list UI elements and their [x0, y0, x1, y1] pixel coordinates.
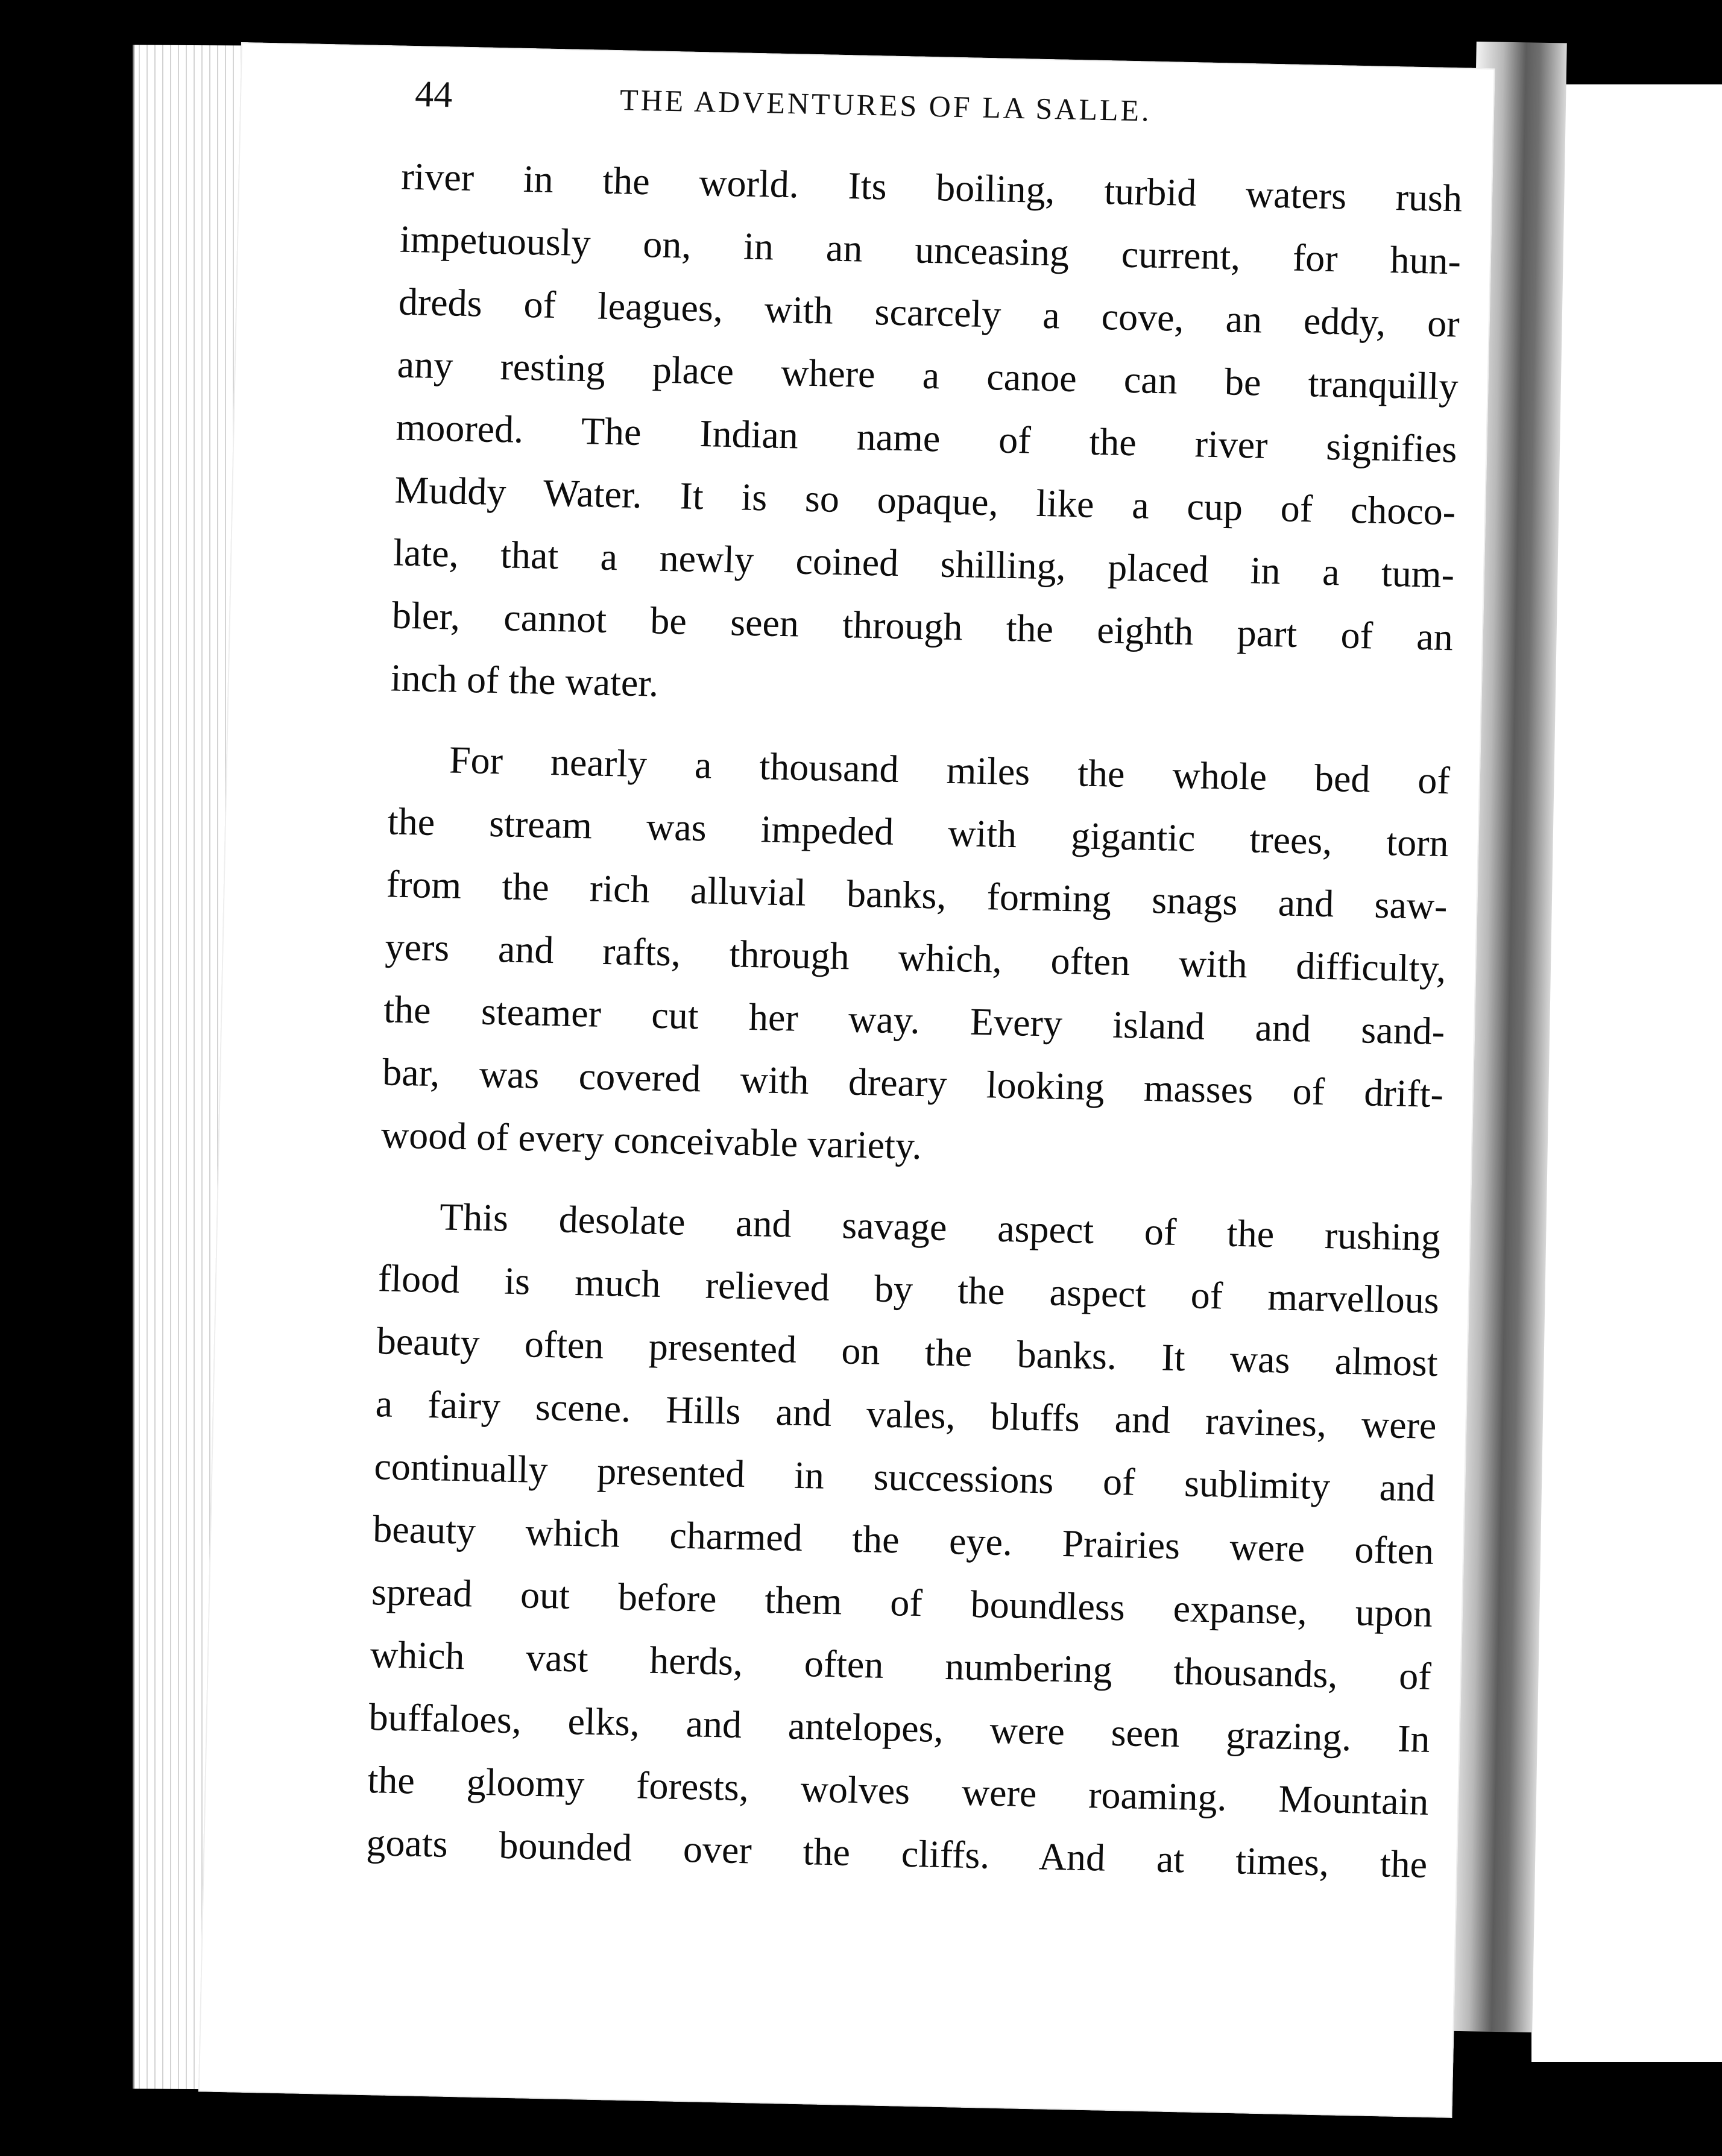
text-line: beauty which charmed the eye. Prairies were often	[372, 1507, 1434, 1572]
paragraph	[365, 1184, 1441, 1896]
paragraph	[380, 727, 1451, 1188]
text-line: goats bounded over the cliffs. And at times, the	[365, 1821, 1428, 1886]
text-line: bler, cannot be seen through the eighth part of an	[391, 593, 1454, 659]
text-line: from the rich alluvial banks, forming snags and saw-	[386, 862, 1448, 928]
text-line: This desolate and savage aspect of the rushing	[439, 1195, 1441, 1259]
text-line: flood is much relieved by the aspect of marvellous	[377, 1256, 1440, 1322]
running-title: THE ADVENTURES OF LA SALLE.	[619, 83, 1152, 128]
text-line: Muddy Water. It is so opaque, like a cup of choco-	[394, 468, 1456, 534]
page-number: 44	[414, 74, 453, 116]
text-line: buffaloes, elks, and antelopes, were seen grazing. In	[368, 1695, 1431, 1760]
text-line: dreds of leagues, with scarcely a cove, an eddy, or	[398, 280, 1460, 345]
text-line: which vast herds, often numbering thousands, of	[370, 1633, 1432, 1698]
text-line: wood of every conceivable variety.	[380, 1113, 922, 1168]
text-line: the steamer cut her way. Every island and sand-	[383, 988, 1445, 1053]
text-line: impetuously on, in an unceasing current, for hun-	[399, 217, 1462, 283]
body-text	[365, 145, 1463, 1896]
text-line: river in the world. Its boiling, turbid waters rush	[400, 154, 1463, 220]
left-page	[198, 42, 1495, 2118]
paragraph	[390, 145, 1463, 732]
text-line: bar, was covered with dreary looking masses of drift-	[382, 1050, 1444, 1116]
text-line: For nearly a thousand miles the whole bed of	[449, 738, 1451, 802]
text-line: late, that a newly coined shilling, placed in a tum-	[393, 531, 1455, 596]
text-line: continually presented in successions of sublimity and	[373, 1445, 1436, 1510]
text-line: moored. The Indian name of the river signifies	[395, 405, 1458, 471]
text-line: any resting place where a canoe can be tranquilly	[397, 342, 1459, 408]
page-header	[414, 73, 1471, 150]
text-line: spread out before them of boundless expanse, upon	[371, 1570, 1433, 1635]
text-line: the gloomy forests, wolves were roaming. Mountain	[367, 1758, 1430, 1823]
text-line: beauty often presented on the banks. It was almost	[376, 1319, 1439, 1385]
text-line: inch of the water.	[390, 656, 659, 705]
text-line: the stream was impeded with gigantic trees, torn	[387, 799, 1449, 865]
text-line: yers and rafts, through which, often with difficulty,	[384, 925, 1446, 991]
text-line: a fairy scene. Hills and vales, bluffs and ravines, were	[375, 1382, 1437, 1448]
